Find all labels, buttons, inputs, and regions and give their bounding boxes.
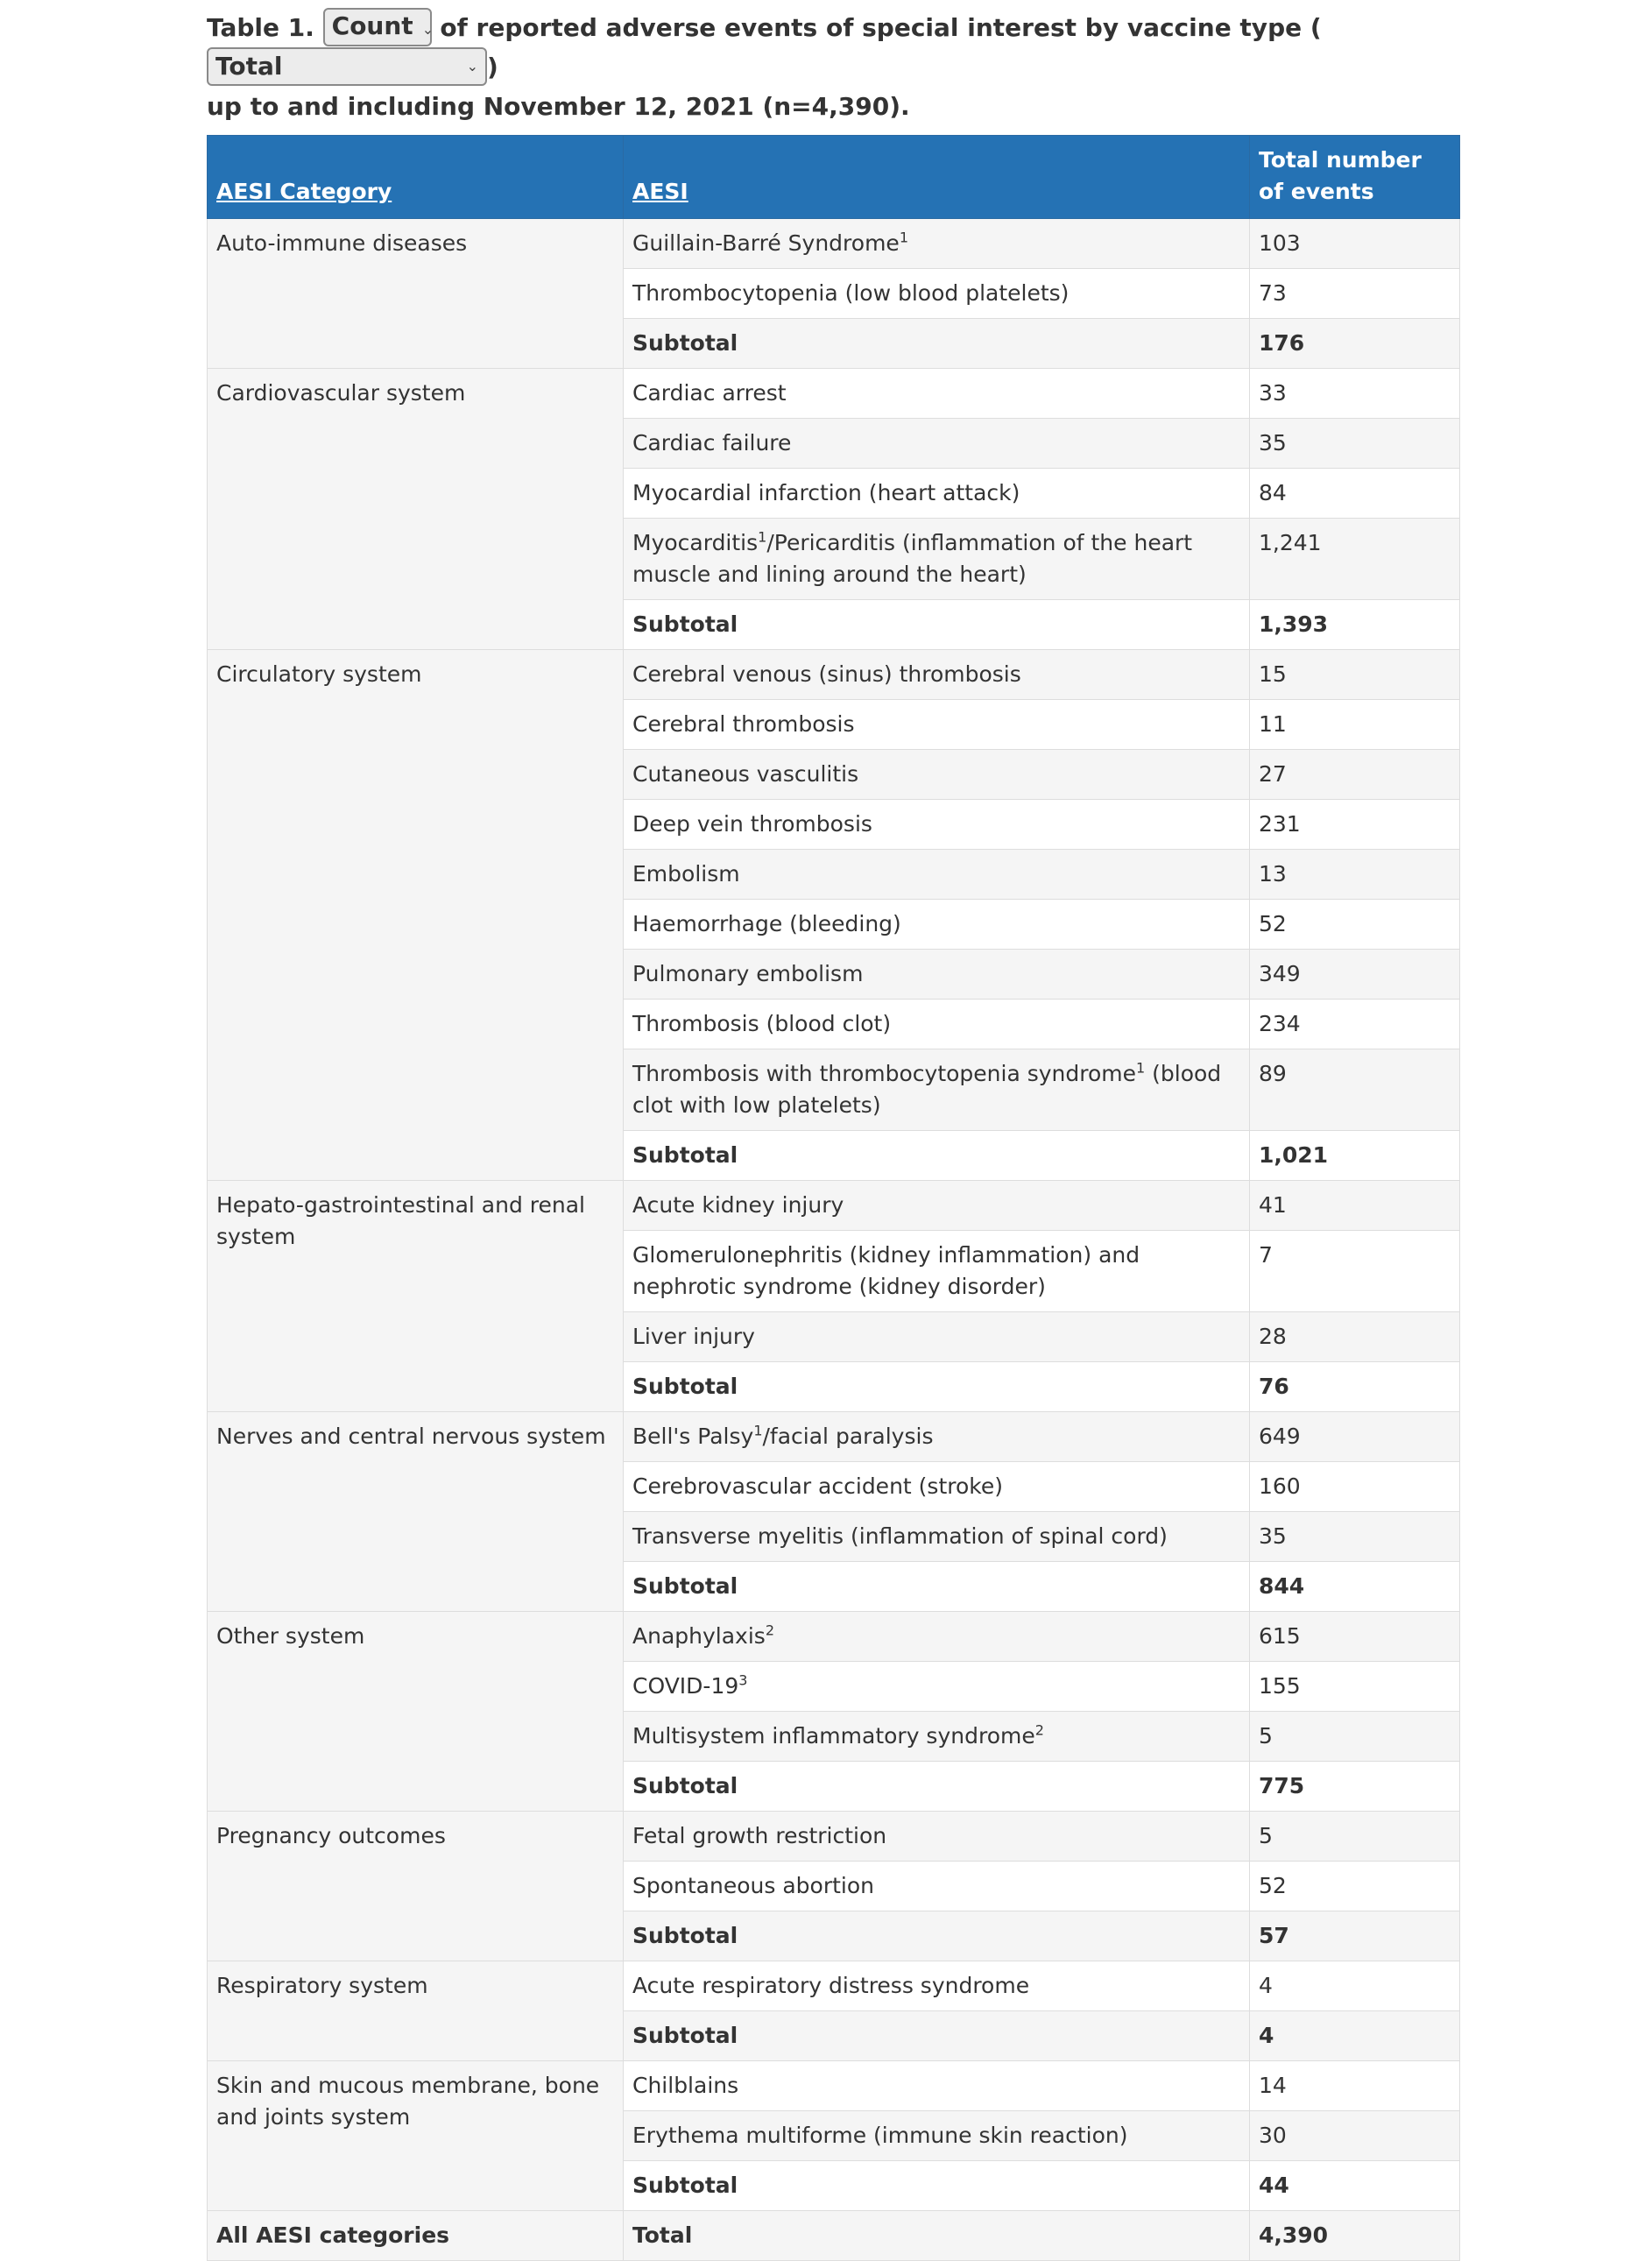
- aesi-cell: [624, 950, 1250, 1000]
- caption-line2: up to and including November 12, 2021 (n=4,390).: [207, 92, 910, 121]
- caption-prefix: Table 1.: [207, 13, 314, 42]
- category-cell: [208, 650, 624, 1181]
- event-count: 35: [1259, 1523, 1287, 1549]
- subtotal-label: Subtotal: [632, 330, 738, 356]
- event-count-cell: [1250, 950, 1460, 1000]
- aesi-cell: [624, 219, 1250, 269]
- total-category: All AESI categories: [216, 2222, 450, 2248]
- event-count-cell: [1250, 650, 1460, 700]
- footnote-ref: 1: [753, 1422, 763, 1439]
- subtotal-value: 176: [1259, 330, 1305, 356]
- event-count-cell: [1250, 369, 1460, 419]
- subtotal-label-cell: [624, 1562, 1250, 1612]
- subtotal-label-cell: [624, 1911, 1250, 1961]
- category-cell: [208, 1412, 624, 1612]
- subtotal-value-cell: [1250, 1562, 1460, 1612]
- header-aesi-category[interactable]: [208, 136, 624, 219]
- subtotal-label: Subtotal: [632, 1923, 738, 1948]
- event-count: 7: [1259, 1242, 1273, 1268]
- table-container: [207, 9, 1459, 2261]
- event-count-cell: [1250, 219, 1460, 269]
- event-count-cell: [1250, 1462, 1460, 1512]
- aesi-table: [207, 135, 1460, 2261]
- footnote-ref: 2: [1034, 1721, 1044, 1739]
- category-label: Auto-immune diseases: [216, 230, 468, 256]
- header-aesi-label: AESI: [632, 179, 688, 204]
- subtotal-label-cell: [624, 2011, 1250, 2061]
- category-label: Circulatory system: [216, 661, 422, 687]
- footnote-ref: 1: [1136, 1059, 1146, 1077]
- subtotal-value: 4: [1259, 2023, 1274, 2048]
- subtotal-value: 844: [1259, 1573, 1305, 1599]
- footnote-ref: 2: [765, 1622, 774, 1639]
- aesi-name: Acute respiratory distress syndrome: [632, 1973, 1030, 1998]
- category-cell: [208, 1181, 624, 1412]
- subtotal-value-cell: [1250, 1911, 1460, 1961]
- event-count-cell: [1250, 2061, 1460, 2111]
- category-label: Skin and mucous membrane, bone and joints system: [216, 2073, 600, 2130]
- event-count-cell: [1250, 700, 1460, 750]
- subtotal-label: Subtotal: [632, 611, 738, 637]
- table-body: [208, 219, 1460, 2261]
- event-count: 33: [1259, 380, 1287, 406]
- table-row: [208, 1412, 1460, 1462]
- aesi-name: Cutaneous vasculitis: [632, 761, 859, 787]
- subtotal-value: 76: [1259, 1374, 1289, 1399]
- subtotal-label: Subtotal: [632, 1573, 738, 1599]
- aesi-name: Pulmonary embolism: [632, 961, 864, 986]
- aesi-name-continued: /Pericarditis (inflammation of the heart muscle and lining around the heart): [632, 530, 1193, 587]
- event-count-cell: [1250, 800, 1460, 850]
- table-row: [208, 650, 1460, 700]
- subtotal-label-cell: [624, 319, 1250, 369]
- category-cell: [208, 219, 624, 369]
- event-count-cell: [1250, 900, 1460, 950]
- aesi-name-continued: (blood clot with low platelets): [632, 1061, 1222, 1118]
- total-label-cell: [624, 2211, 1250, 2261]
- subtotal-value: 44: [1259, 2173, 1289, 2198]
- aesi-name: Thrombosis (blood clot): [632, 1011, 892, 1036]
- event-count: 30: [1259, 2123, 1287, 2148]
- aesi-cell: [624, 700, 1250, 750]
- header-total-label: Total number of events: [1259, 147, 1422, 204]
- aesi-name: Guillain-Barré Syndrome: [632, 230, 900, 256]
- aesi-name: Bell's Palsy: [632, 1424, 754, 1449]
- aesi-name: Cerebral venous (sinus) thrombosis: [632, 661, 1021, 687]
- table-row: [208, 219, 1460, 269]
- aesi-cell: [624, 1049, 1250, 1131]
- event-count: 84: [1259, 480, 1287, 505]
- caption-close: ): [487, 53, 498, 81]
- subtotal-value: 57: [1259, 1923, 1289, 1948]
- category-cell: [208, 369, 624, 650]
- event-count-cell: [1250, 269, 1460, 319]
- category-label: Hepato-gastrointestinal and renal system: [216, 1192, 585, 1249]
- aesi-cell: [624, 1512, 1250, 1562]
- event-count: 27: [1259, 761, 1287, 787]
- aesi-cell: [624, 1000, 1250, 1049]
- aesi-name: Chilblains: [632, 2073, 739, 2098]
- event-count: 89: [1259, 1061, 1287, 1086]
- aesi-name: Transverse myelitis (inflammation of spinal cord): [632, 1523, 1168, 1549]
- table-row: [208, 1181, 1460, 1231]
- category-cell: [208, 2061, 624, 2211]
- event-count-cell: [1250, 850, 1460, 900]
- event-count: 349: [1259, 961, 1301, 986]
- aesi-name: Thrombosis with thrombocytopenia syndrome: [632, 1061, 1137, 1086]
- subtotal-value-cell: [1250, 1762, 1460, 1812]
- event-count-cell: [1250, 1862, 1460, 1911]
- aesi-cell: [624, 419, 1250, 469]
- subtotal-label-cell: [624, 600, 1250, 650]
- category-label: Respiratory system: [216, 1973, 428, 1998]
- event-count: 103: [1259, 230, 1301, 256]
- subtotal-value: 1,021: [1259, 1142, 1329, 1168]
- event-count-cell: [1250, 750, 1460, 800]
- event-count-cell: [1250, 2111, 1460, 2161]
- aesi-cell: [624, 2061, 1250, 2111]
- event-count: 52: [1259, 1873, 1287, 1898]
- aesi-cell: [624, 269, 1250, 319]
- table-row: [208, 2061, 1460, 2111]
- subtotal-label-cell: [624, 1762, 1250, 1812]
- subtotal-label-cell: [624, 1362, 1250, 1412]
- subtotal-label: Subtotal: [632, 1374, 738, 1399]
- table-row: [208, 1612, 1460, 1662]
- aesi-cell: [624, 800, 1250, 850]
- aesi-name: Myocarditis: [632, 530, 759, 555]
- total-row: [208, 2211, 1460, 2261]
- event-count-cell: [1250, 1961, 1460, 2011]
- subtotal-label: Subtotal: [632, 2023, 738, 2048]
- aesi-name: Glomerulonephritis (kidney inflammation) and nephrotic syndrome (kidney disorder): [632, 1242, 1140, 1299]
- aesi-cell: [624, 1412, 1250, 1462]
- subtotal-value: 775: [1259, 1773, 1305, 1798]
- event-count: 11: [1259, 711, 1287, 737]
- table-caption: [207, 9, 1459, 126]
- event-count-cell: [1250, 469, 1460, 519]
- count-select-value: Count: [331, 11, 413, 40]
- event-count-cell: [1250, 419, 1460, 469]
- aesi-name: Liver injury: [632, 1324, 755, 1349]
- event-count: 1,241: [1259, 530, 1322, 555]
- event-count-cell: [1250, 1712, 1460, 1762]
- aesi-cell: [624, 1961, 1250, 2011]
- aesi-name: Cerebrovascular accident (stroke): [632, 1473, 1003, 1499]
- event-count-cell: [1250, 1612, 1460, 1662]
- event-count: 5: [1259, 1823, 1273, 1848]
- event-count: 5: [1259, 1723, 1273, 1749]
- category-label: Pregnancy outcomes: [216, 1823, 446, 1848]
- caption-middle: of reported adverse events of special interest by vaccine type (: [440, 13, 1322, 42]
- category-label: Other system: [216, 1623, 365, 1649]
- aesi-cell: [624, 2111, 1250, 2161]
- category-cell: [208, 1961, 624, 2061]
- subtotal-value-cell: [1250, 1131, 1460, 1181]
- aesi-cell: [624, 1712, 1250, 1762]
- event-count: 15: [1259, 661, 1287, 687]
- header-total: [1250, 136, 1460, 219]
- event-count-cell: [1250, 1812, 1460, 1862]
- aesi-cell: [624, 369, 1250, 419]
- event-count: 73: [1259, 280, 1287, 306]
- event-count-cell: [1250, 1662, 1460, 1712]
- aesi-name: Multisystem inflammatory syndrome: [632, 1723, 1035, 1749]
- total-value-cell: [1250, 2211, 1460, 2261]
- aesi-name: Erythema multiforme (immune skin reaction): [632, 2123, 1128, 2148]
- aesi-name: Haemorrhage (bleeding): [632, 911, 901, 936]
- event-count-cell: [1250, 1312, 1460, 1362]
- footnote-ref: 3: [738, 1671, 748, 1689]
- aesi-cell: [624, 1312, 1250, 1362]
- event-count: 231: [1259, 811, 1301, 837]
- event-count: 14: [1259, 2073, 1287, 2098]
- aesi-name: Cardiac failure: [632, 430, 792, 456]
- table-row: [208, 1812, 1460, 1862]
- subtotal-label: Subtotal: [632, 1142, 738, 1168]
- aesi-name: Cerebral thrombosis: [632, 711, 855, 737]
- event-count: 649: [1259, 1424, 1301, 1449]
- aesi-cell: [624, 1662, 1250, 1712]
- vaccine-type-select[interactable]: [207, 47, 487, 86]
- event-count: 28: [1259, 1324, 1287, 1349]
- subtotal-label: Subtotal: [632, 2173, 738, 2198]
- header-aesi-category-label: AESI Category: [216, 179, 392, 204]
- table-row: [208, 1961, 1460, 2011]
- event-count-cell: [1250, 1049, 1460, 1131]
- event-count: 52: [1259, 911, 1287, 936]
- subtotal-label-cell: [624, 2161, 1250, 2211]
- event-count-cell: [1250, 1512, 1460, 1562]
- event-count-cell: [1250, 1000, 1460, 1049]
- total-label: Total: [632, 2222, 693, 2248]
- aesi-name: Spontaneous abortion: [632, 1873, 874, 1898]
- aesi-name: Deep vein thrombosis: [632, 811, 872, 837]
- subtotal-label: Subtotal: [632, 1773, 738, 1798]
- chevron-down-icon: ⌄: [421, 21, 434, 38]
- event-count-cell: [1250, 1412, 1460, 1462]
- event-count-cell: [1250, 519, 1460, 600]
- aesi-cell: [624, 1462, 1250, 1512]
- event-count: 35: [1259, 430, 1287, 456]
- aesi-cell: [624, 650, 1250, 700]
- event-count: 13: [1259, 861, 1287, 887]
- event-count: 234: [1259, 1011, 1301, 1036]
- subtotal-value-cell: [1250, 2161, 1460, 2211]
- event-count: 160: [1259, 1473, 1301, 1499]
- event-count: 155: [1259, 1673, 1301, 1699]
- event-count: 615: [1259, 1623, 1301, 1649]
- category-label: Cardiovascular system: [216, 380, 466, 406]
- subtotal-value-cell: [1250, 319, 1460, 369]
- aesi-name: Myocardial infarction (heart attack): [632, 480, 1020, 505]
- category-label: Nerves and central nervous system: [216, 1424, 606, 1449]
- event-count-cell: [1250, 1181, 1460, 1231]
- count-select[interactable]: [323, 8, 432, 46]
- aesi-cell: [624, 1181, 1250, 1231]
- subtotal-label-cell: [624, 1131, 1250, 1181]
- aesi-cell: [624, 519, 1250, 600]
- vaccine-select-value: Total: [215, 52, 283, 81]
- event-count: 41: [1259, 1192, 1287, 1218]
- subtotal-value-cell: [1250, 1362, 1460, 1412]
- aesi-cell: [624, 1231, 1250, 1312]
- footnote-ref: 1: [758, 528, 767, 546]
- aesi-name: Embolism: [632, 861, 740, 887]
- category-cell: [208, 1812, 624, 1961]
- total-value: 4,390: [1259, 2222, 1329, 2248]
- aesi-name: Thrombocytopenia (low blood platelets): [632, 280, 1070, 306]
- aesi-cell: [624, 1862, 1250, 1911]
- event-count: 4: [1259, 1973, 1273, 1998]
- aesi-cell: [624, 1612, 1250, 1662]
- aesi-cell: [624, 469, 1250, 519]
- chevron-down-icon: ⌄: [466, 58, 478, 74]
- footnote-ref: 1: [899, 229, 908, 246]
- table-row: [208, 369, 1460, 419]
- aesi-cell: [624, 900, 1250, 950]
- header-row: [208, 136, 1460, 219]
- aesi-cell: [624, 1812, 1250, 1862]
- subtotal-value-cell: [1250, 600, 1460, 650]
- aesi-name-continued: /facial paralysis: [762, 1424, 934, 1449]
- header-aesi[interactable]: [624, 136, 1250, 219]
- aesi-name: Acute kidney injury: [632, 1192, 844, 1218]
- subtotal-value: 1,393: [1259, 611, 1329, 637]
- aesi-name: Cardiac arrest: [632, 380, 787, 406]
- aesi-name: Anaphylaxis: [632, 1623, 766, 1649]
- aesi-cell: [624, 850, 1250, 900]
- subtotal-value-cell: [1250, 2011, 1460, 2061]
- aesi-name: Fetal growth restriction: [632, 1823, 887, 1848]
- event-count-cell: [1250, 1231, 1460, 1312]
- total-category-cell: [208, 2211, 624, 2261]
- aesi-name: COVID-19: [632, 1673, 739, 1699]
- category-cell: [208, 1612, 624, 1812]
- aesi-cell: [624, 750, 1250, 800]
